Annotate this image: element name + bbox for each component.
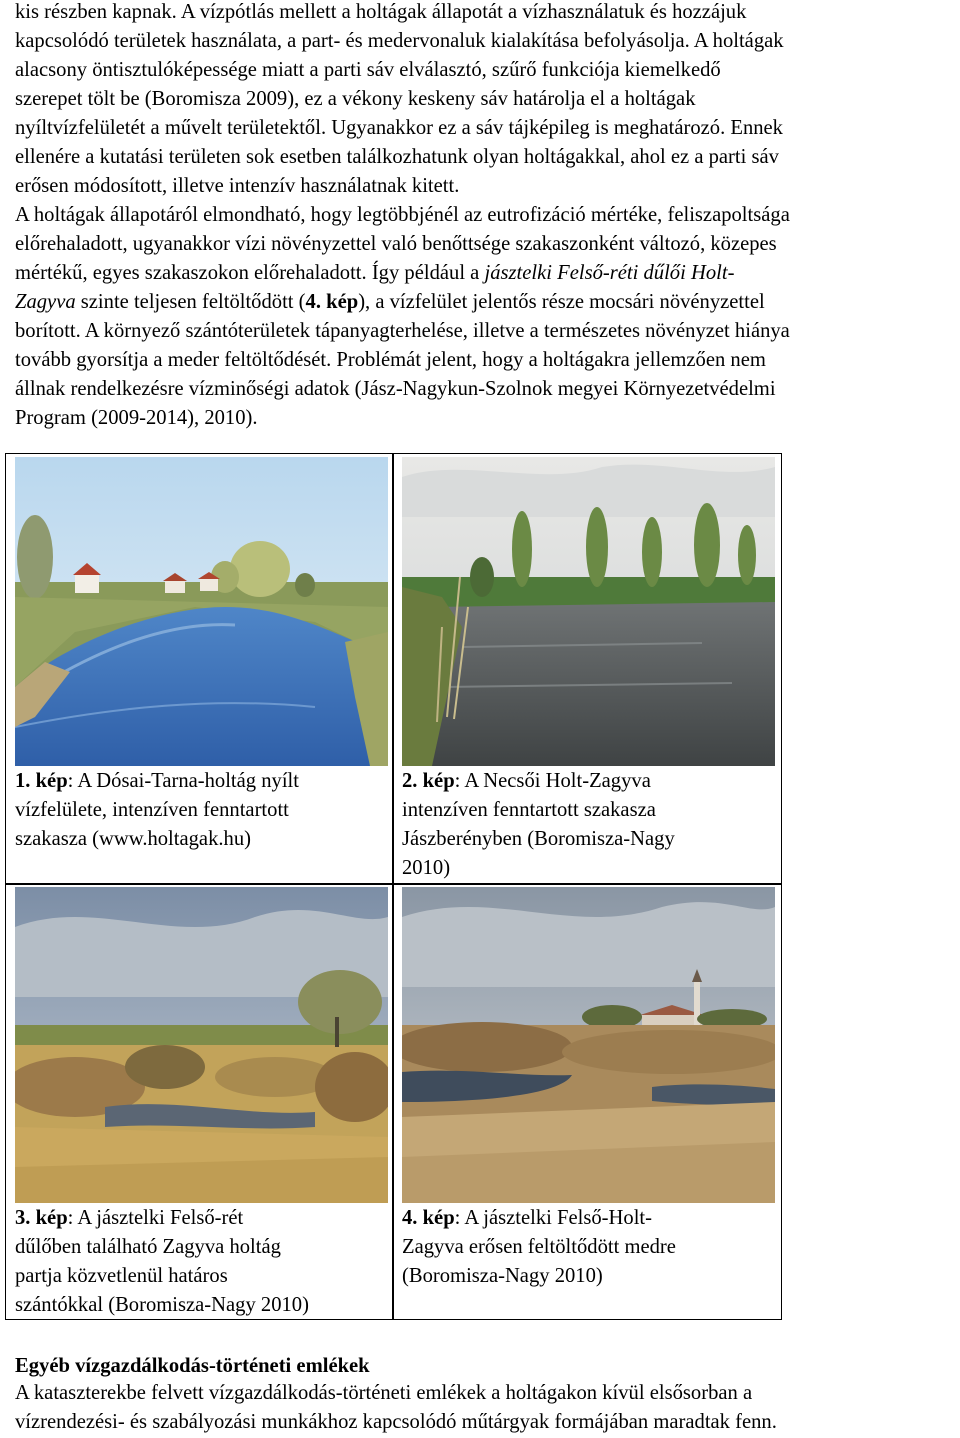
caption-line: intenzíven fenntartott szakasza — [402, 799, 656, 821]
caption-line: Jászberényben (Boromisza-Nagy — [402, 828, 675, 850]
caption-line — [15, 767, 379, 796]
body-line — [15, 259, 957, 288]
body-line — [15, 288, 957, 317]
body-line: szerepet tölt be (Boromisza 2009), ez a vékony keskeny sáv határolja el a holtágak — [15, 88, 696, 110]
caption-3 — [15, 1204, 385, 1320]
body-text: ), a vízfelület jelentős része mocsári növényzettel — [358, 291, 765, 313]
caption-text: : A Dósai-Tarna-holtág nyílt — [67, 770, 299, 792]
figure-table — [5, 453, 782, 1320]
photo-jasztelki-felso-ret — [15, 887, 388, 1203]
body-line: tovább gyorsítja a meder feltöltődését. Problémát jelent, hogy a holtágakra jellemzően nem — [15, 349, 766, 371]
section-heading: Egyéb vízgazdálkodás-történeti emlékek — [15, 1355, 370, 1377]
body-line: A holtágak állapotáról elmondható, hogy legtöbbjénél az eutrofizáció mértéke, feliszapoltsága — [15, 204, 790, 226]
caption-line: dűlőben található Zagyva holtág — [15, 1236, 281, 1258]
body-line: ellenére a kutatási területen sok esetben találkozhatunk olyan holtágakkal, ahol ez a parti sáv — [15, 146, 779, 168]
body-text-block — [15, 0, 957, 433]
figure-label: 3. kép — [15, 1207, 68, 1229]
caption-line — [402, 767, 773, 796]
body-line: kapcsolódó területek használata, a part- és medervonaluk kialakítása befolyásolja. A holtágak — [15, 30, 784, 52]
caption-text: : A jásztelki Felső-Holt- — [454, 1207, 652, 1229]
caption-4 — [402, 1204, 772, 1291]
photo-necsoi-holt-zagyva — [402, 457, 775, 766]
caption-line — [402, 1204, 772, 1233]
photo-jasztelki-felso-holt-zagyva — [402, 887, 775, 1203]
figure-label: 2. kép — [402, 770, 455, 792]
photo-dosai-tarna-holtag — [15, 457, 388, 766]
body-line: állnak rendelkezésre vízminőségi adatok (Jász-Nagykun-Szolnok megyei Környezetvédelmi — [15, 378, 776, 400]
figure-cell-1 — [5, 453, 394, 885]
figure-cell-4 — [392, 883, 782, 1320]
body-line: alacsony öntisztulóképessége miatt a parti sáv elválasztó, szűrő funkciója kiemelkedő — [15, 59, 721, 81]
body-line: előrehaladott, ugyanakkor vízi növényzettel való benőttsége szakaszonként változó, közepes — [15, 233, 777, 255]
body-line: vízrendezési- és szabályozási munkákhoz kapcsolódó műtárgyak formájában maradtak fenn. — [15, 1411, 777, 1433]
caption-line: (Boromisza-Nagy 2010) — [402, 1265, 603, 1287]
body-line: Program (2009-2014), 2010). — [15, 407, 258, 429]
caption-text: : A Necsői Holt-Zagyva — [454, 770, 651, 792]
body-line: erősen módosított, illetve intenzív használatnak kitett. — [15, 175, 460, 197]
caption-2 — [402, 767, 773, 883]
figure-label: 1. kép — [15, 770, 68, 792]
caption-line: 2010) — [402, 857, 451, 879]
caption-line: szántókkal (Boromisza-Nagy 2010) — [15, 1294, 309, 1316]
caption-line: Zagyva erősen feltöltődött medre — [402, 1236, 676, 1258]
body-line: kis részben kapnak. A vízpótlás mellett a holtágak állapotát a vízhasználatuk és hozzájuk — [15, 1, 747, 23]
caption-line: partja közvetlenül határos — [15, 1265, 228, 1287]
body-line: A kataszterekbe felvett vízgazdálkodás-történeti emlékek a holtágakon kívül elsősorban a — [15, 1382, 753, 1404]
figure-cell-3 — [5, 883, 394, 1320]
caption-1 — [15, 767, 379, 854]
bottom-text-block — [15, 1379, 957, 1437]
body-text: szinte teljesen feltöltődött ( — [75, 291, 306, 313]
figure-cell-2 — [392, 453, 782, 885]
caption-text: : A jásztelki Felső-rét — [67, 1207, 244, 1229]
body-line: borított. A környező szántóterületek tápanyagterhelése, illetve a természetes növényzet hiánya — [15, 320, 790, 342]
place-name-italic: jásztelki Felső-réti dűlői Holt- — [484, 262, 735, 284]
caption-line — [15, 1204, 385, 1233]
figure-label: 4. kép — [402, 1207, 455, 1229]
place-name-italic: Zagyva — [15, 291, 76, 313]
caption-line: vízfelülete, intenzíven fenntartott — [15, 799, 289, 821]
body-line: nyíltvízfelületét a művelt területektől. Ugyanakkor ez a sáv tájképileg is meghatározó. Ennek — [15, 117, 783, 139]
figure-reference: 4. kép — [305, 291, 359, 313]
body-text: mértékű, egyes szakaszokon előrehaladott. Így például a — [15, 262, 485, 284]
caption-line: szakasza (www.holtagak.hu) — [15, 828, 251, 850]
